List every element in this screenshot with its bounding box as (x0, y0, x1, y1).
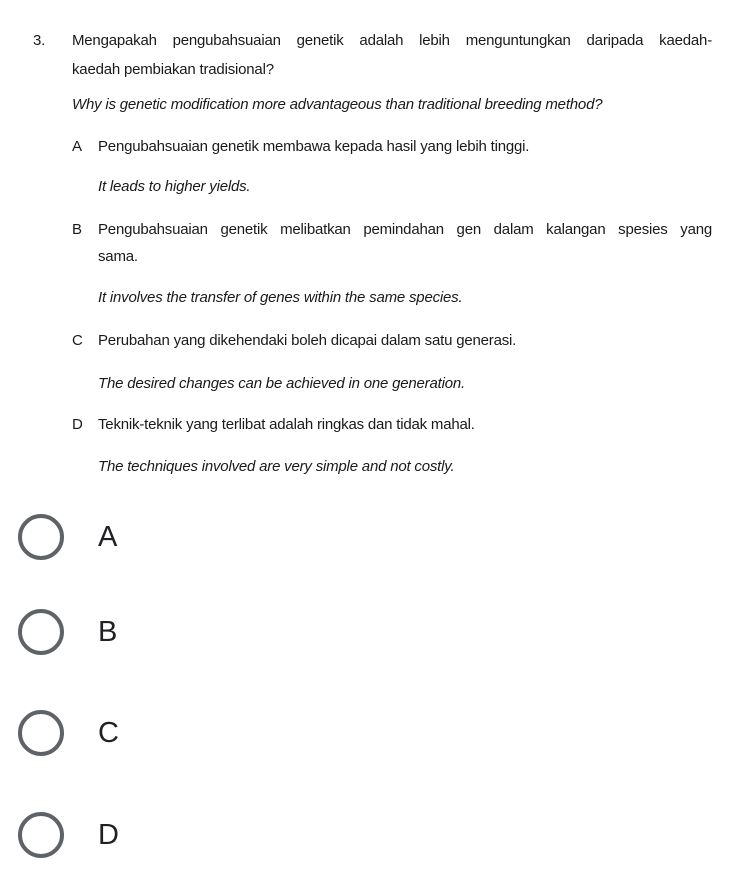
option-d-malay: Teknik-teknik yang terlibat adalah ringkas dan tidak mahal. (98, 416, 475, 433)
answer-label-c: C (98, 716, 119, 749)
question-number: 3. (33, 32, 46, 49)
radio-button-b[interactable] (18, 609, 64, 655)
option-a-malay: Pengubahsuaian genetik membawa kepada hasil yang lebih tinggi. (98, 138, 530, 155)
radio-button-d[interactable] (18, 812, 64, 858)
answer-option-b[interactable] (18, 609, 117, 655)
question-malay-line1: Mengapakah pengubahsuaian genetik adalah lebih menguntungkan daripada kaedah- (72, 32, 712, 49)
option-c-malay: Perubahan yang dikehendaki boleh dicapai dalam satu generasi. (98, 332, 517, 349)
option-b-malay: Pengubahsuaian genetik melibatkan pemindahan gen dalam kalangan spesies yang (98, 221, 712, 238)
option-d-letter: D (72, 416, 83, 433)
answer-option-d[interactable] (18, 812, 119, 858)
option-b-letter: B (72, 221, 82, 238)
answer-option-a[interactable] (18, 514, 117, 560)
radio-button-a[interactable] (18, 514, 64, 560)
question-english: Why is genetic modification more advantageous than traditional breeding method? (72, 96, 603, 113)
option-b-malay-line2: sama. (98, 248, 138, 265)
answer-label-d: D (98, 818, 119, 851)
question-malay-line2: kaedah pembiakan tradisional? (72, 61, 274, 78)
answer-label-a: A (98, 520, 118, 553)
option-d-english: The techniques involved are very simple and not costly. (98, 458, 455, 475)
option-a-letter: A (72, 138, 82, 155)
radio-button-c[interactable] (18, 710, 64, 756)
option-c-letter: C (72, 332, 83, 349)
answer-option-c[interactable] (18, 710, 119, 756)
answer-label-b: B (98, 615, 118, 648)
option-a-english: It leads to higher yields. (98, 178, 251, 195)
option-c-english: The desired changes can be achieved in one generation. (98, 375, 465, 392)
option-b-english: It involves the transfer of genes within the same species. (98, 289, 463, 306)
